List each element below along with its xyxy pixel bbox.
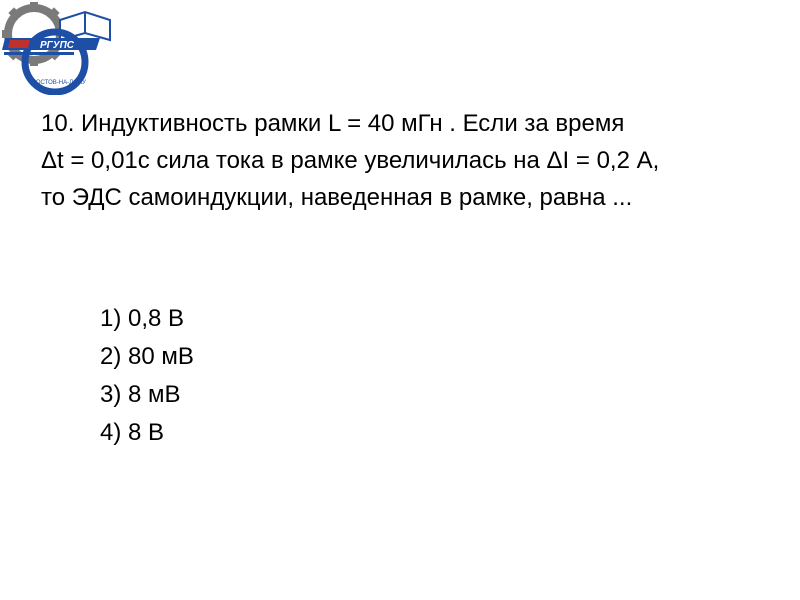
university-logo bbox=[0, 0, 120, 95]
answer-option: 3) 8 мВ bbox=[100, 381, 181, 408]
answer-options bbox=[100, 300, 194, 452]
answer-option: 2) 80 мВ bbox=[100, 343, 194, 370]
question-line: 10. Индуктивность рамки L = 40 мГн . Если за время bbox=[41, 110, 625, 137]
question-line: то ЭДС самоиндукции, наведенная в рамке, равна ... bbox=[41, 184, 633, 211]
question-text bbox=[41, 105, 781, 216]
answer-option: 1) 0,8 В bbox=[100, 305, 185, 332]
answer-option: 4) 8 В bbox=[100, 419, 165, 446]
question-line: Δt = 0,01с сила тока в рамке увеличилась на ΔI = 0,2 А, bbox=[41, 147, 660, 174]
logo-text: РГУПС bbox=[40, 40, 74, 51]
logo-ring-text: РОСТОВ-НА-ДОНУ bbox=[32, 80, 86, 86]
